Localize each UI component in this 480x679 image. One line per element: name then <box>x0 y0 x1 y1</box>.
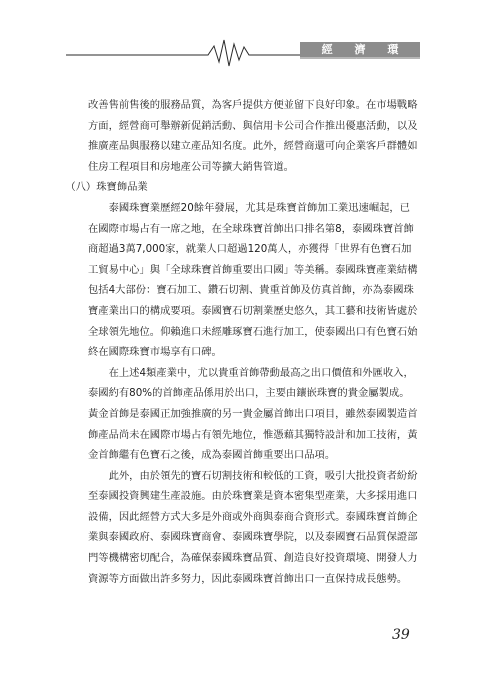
paragraph-precious-jewelry: 在上述4類產業中，尤以貴重首飾帶動最高之出口價值和外匯收入，泰國約有80%的首飾產品係用於出口，主要由鑲嵌珠寶的貴金屬製成。黃金首飾是泰國正加強推廣的另一貴金屬首飾出口項目，雖然泰國製造首飾產品尚未在國際市場占有領先地位，惟憑藉其獨特設計和加工技術，黃金首飾繼有色寶石之後，成為泰國首飾重要出口品項。 <box>88 366 418 462</box>
paragraph-investment: 此外，由於領先的寶石切割技術和較低的工資，吸引大批投資者紛紛至泰國投資興建生產設施。由於珠寶業是資本密集型產業，大多採用進口設備，因此經營方式大多是外商或外商與泰商合資形式。泰國珠寶首飾企業與泰國政府、泰國珠寶商會、泰國珠寶學院，以及泰國寶石品質保證部門等機構密切配合，為確保泰國珠寶品質、創造良好投資環境、開發人力資源等方面做出許多努力，因此泰國珠寶首飾出口一直保持成長態勢。 <box>88 469 418 585</box>
paragraph-continued: 改善售前售後的服務品質，為客戶提供方便並留下良好印象。在市場戰略方面，經營商可舉辦新促銷活動、與信用卡公司合作推出優惠活動，以及推廣產品與服務以建立產品知名度。此外，經營商還可向企業客戶群體如住房工程項目和房地產公司等擴大銷售管道。 <box>88 99 418 173</box>
page-body <box>65 95 418 589</box>
page-number: 39 <box>392 627 410 643</box>
paragraph-industry-overview: 泰國珠寶業歷經20餘年發展，尤其是珠寶首飾加工業迅速崛起，已在國際市場占有一席之地，在全球珠寶首飾出口排名第8，泰國珠寶首飾商超過3萬7,000家，就業人口超過120萬人，亦獲得「世界有色寶石加工貿易中心」與「全球珠寶首飾重要出口國」等美稱。泰國珠寶產業結構包括4大部份：寶石加工、鑽石切割、貴重首飾及仿真首飾，亦為泰國珠寶產業出口的構成要項。泰國寶石切割業歷史悠久，其工藝和技術皆處於全球領先地位。仰賴進口未經雕琢寶石進行加工，使泰國出口有色寶石始終在國際珠寶市場享有口碑。 <box>88 201 418 359</box>
section-title-tab: 經 濟 環 境 <box>300 42 420 57</box>
heartbeat-line-decoration <box>0 0 480 70</box>
page-header <box>0 0 480 70</box>
section-heading: （八）珠寶飾品業 <box>65 181 148 194</box>
